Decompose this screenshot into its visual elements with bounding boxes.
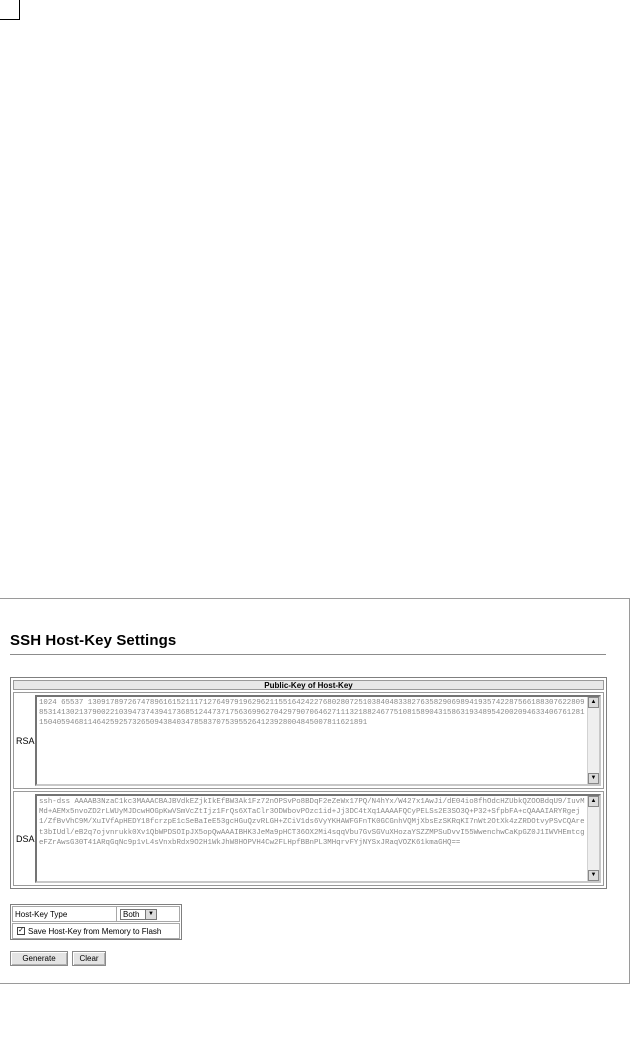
host-key-type-select[interactable] (120, 909, 157, 920)
host-key-type-label: Host-Key Type (15, 910, 68, 919)
page-corner-mark (0, 0, 20, 20)
host-key-table (10, 677, 607, 889)
dsa-key-text: ssh-dss AAAAB3NzaC1kc3MAAACBAJBVdkEZjkIkEfBW3Ak1Fz72nOPSvPo8BDqF2eZeWx17PQ/N4hYx/W427x1AwJi/dE04io8fhOdcHZUbkQZOOBdqU9/IuvMMd+AEMx5nvoZD2rLWUyMJDcwHOGpKwVSmVcZtIjz1FrQs6XTaClr3ODWbovPOzc1id+Jj3DC4tXq1AAAAFQCyPELSs2E3SO3Q+P32+SfpbFA+cQAAAIARYRgej1/ZfBvVhC9M/XuIVfApHEDY18fcrzpE1cSeBaIeE53gcHGuQzvRLGH+ZCiV1ds6VyYKHAWFGFnTK0GCGnhVQMjXbsEzSKRqKI7nWt2OtXk4zZRDOtvyPSvCQAret3bIUdl/eB2q7ojvnrukk0Xv1QbWPDSOIpJX5opQwAAAIBHK3JeMa9pHCT36OX2Mi4sqqVbu7GvSGVuXHozaYSZZMPSuDvvI55WwenchwCaKpGZ0J1IWVHEmtcgeFZrAwsG30T41ARqGqNc9p1vL4sVnxbRdx9O2H1WkJhW8HOPVH4Cw2FLHpfBBnPL3MHqrvFYjNYSxJRaqVOZK61kmaGHQ== (39, 798, 585, 847)
scroll-down-arrow-icon[interactable]: ▼ (588, 773, 599, 784)
rsa-key-row (13, 692, 604, 789)
rsa-scrollbar[interactable] (587, 697, 599, 784)
generate-button[interactable]: Generate (10, 951, 68, 966)
save-host-key-label: Save Host-Key from Memory to Flash (28, 927, 162, 936)
dsa-key-textarea[interactable] (35, 794, 601, 883)
save-host-key-row (12, 923, 180, 939)
host-key-type-row (12, 906, 180, 922)
dsa-key-row (13, 791, 604, 886)
clear-button[interactable]: Clear (72, 951, 106, 966)
rsa-key-textarea[interactable] (35, 695, 601, 786)
checkmark-icon: ✓ (18, 927, 24, 934)
rsa-label: RSA (16, 735, 35, 746)
page-title: SSH Host-Key Settings (10, 632, 177, 649)
title-divider (10, 654, 606, 655)
host-key-table-header: Public-Key of Host-Key (13, 680, 604, 690)
dropdown-arrow-icon[interactable]: ▼ (145, 910, 156, 919)
scroll-up-arrow-icon[interactable]: ▲ (588, 697, 599, 708)
host-key-type-value: Both (123, 910, 140, 919)
scroll-down-arrow-icon[interactable]: ▼ (588, 870, 599, 881)
scroll-up-arrow-icon[interactable]: ▲ (588, 796, 599, 807)
dsa-label: DSA (16, 833, 35, 844)
dsa-scrollbar[interactable] (587, 796, 599, 881)
ssh-host-key-panel (0, 598, 630, 984)
cell-divider (116, 907, 117, 921)
host-key-options (10, 904, 182, 940)
rsa-key-text: 1024 65537 130917897267478961615211171276497919629621155164242276802807251038404833827635829069894193574228756618830762280985314130213790022103947374394173685124473717563699627042979070646271113218824677510815890431586319348954200209463340676128115040594681146425925732650943840347858370753955264123928004845007811621891 (39, 699, 585, 728)
save-host-key-checkbox[interactable] (17, 927, 25, 935)
